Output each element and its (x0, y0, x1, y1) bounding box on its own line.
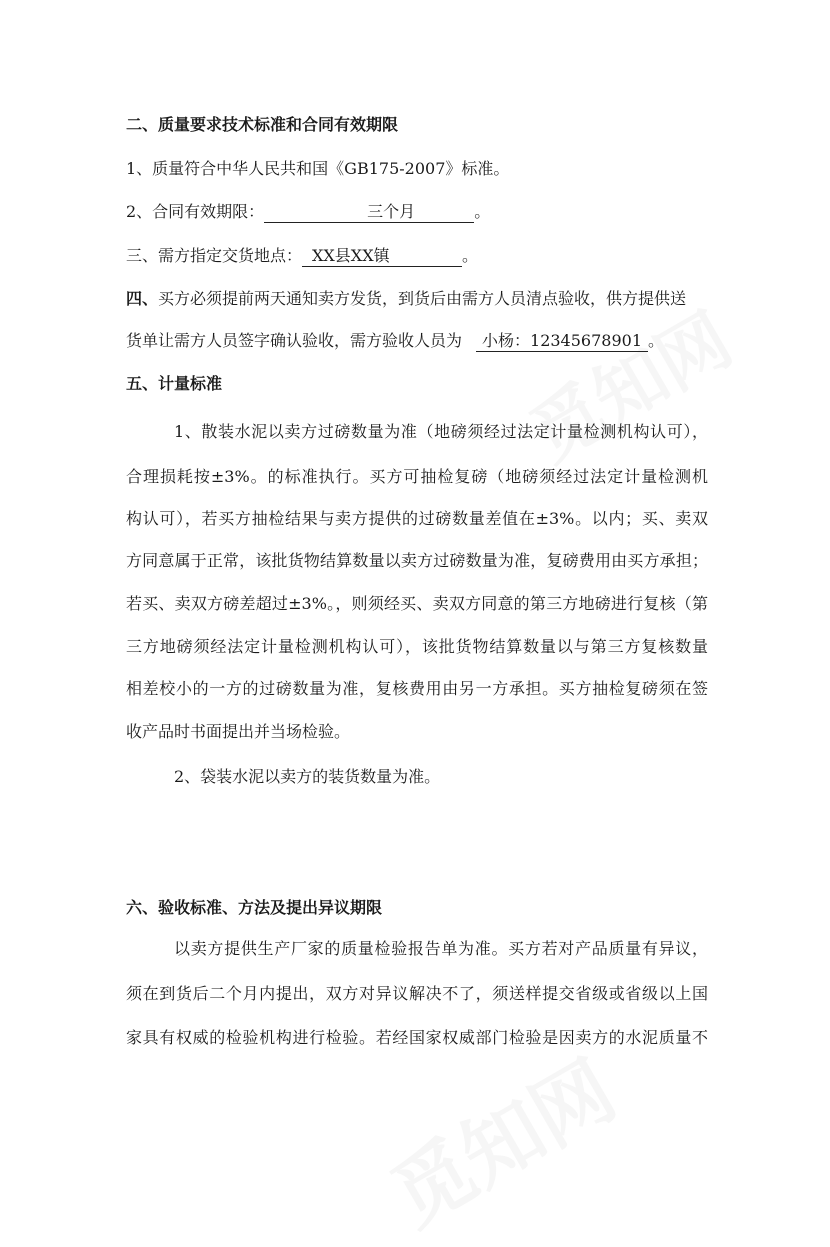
section-5-paragraph-line: 构认可），若买方抽检结果与卖方提供的过磅数量差值在±3%。以内；买、卖双 (126, 509, 708, 528)
section-6-paragraph-line: 以卖方提供生产厂家的质量检验报告单为准。买方若对产品质量有异议， (174, 939, 708, 958)
section-4-line-2 (126, 330, 708, 352)
section-5-paragraph-line: 1、散装水泥以卖方过磅数量为准（地磅须经过法定计量检测机构认可）， (174, 422, 708, 441)
item-2-label: 2、合同有效期限： (126, 202, 265, 221)
watermark (367, 1028, 632, 1247)
contract-term-field: 三个月 (264, 202, 474, 223)
section-5-item-2: 2、袋装水泥以卖方的装货数量为准。 (174, 767, 441, 786)
section-2-item-1: 1、质量符合中华人民共和国《GB175-2007》标准。 (126, 159, 510, 178)
section-2-heading: 二、质量要求技术标准和合同有效期限 (126, 115, 399, 134)
delivery-label: 三、需方指定交货地点： (126, 246, 303, 265)
item-2-suffix: 。 (474, 202, 491, 221)
section-4-text: 买方必须提前两天通知卖方发货，到货后由需方人员清点验收，供方提供送 (158, 289, 687, 308)
section-6-paragraph-line: 家具有权威的检验机构进行检验。若经国家权威部门检验是因卖方的水泥质量不 (126, 1028, 708, 1047)
section-5-paragraph-line: 三方地磅须经法定计量检测机构认可），该批货物结算数量以与第三方复核数量 (126, 637, 708, 656)
section-4-line-1 (126, 288, 708, 310)
inspector-suffix: 。 (648, 331, 665, 350)
section-6-heading: 六、验收标准、方法及提出异议期限 (126, 898, 383, 917)
section-5-paragraph-line: 相差校小的一方的过磅数量为准，复核费用由另一方承担。买方抽检复磅须在签 (126, 679, 708, 698)
section-3-delivery (126, 245, 708, 267)
section-5-paragraph-line: 方同意属于正常，该批货物结算数量以卖方过磅数量为准，复磅费用由买方承担； (126, 551, 708, 570)
section-5-paragraph-line: 合理损耗按±3%。的标准执行。买方可抽检复磅（地磅须经过法定计量检测机 (126, 467, 708, 486)
section-5-heading: 五、计量标准 (126, 374, 223, 393)
section-6-paragraph-line: 须在到货后二个月内提出，双方对异议解决不了，须送样提交省级或省级以上国 (126, 984, 708, 1003)
inspector-field: 小杨：12345678901 (476, 331, 648, 352)
delivery-suffix: 。 (462, 246, 479, 265)
section-2-item-2 (126, 201, 708, 223)
delivery-location-field: XX县XX镇 (302, 246, 462, 267)
section-4-label: 四、 (126, 289, 159, 308)
inspector-label: 货单让需方人员签字确认验收，需方验收人员为 (126, 331, 463, 350)
section-5-paragraph-line: 若买、卖双方磅差超过±3%。，则须经买、卖双方同意的第三方地磅进行复核（第 (126, 594, 708, 613)
section-5-paragraph-line: 收产品时书面提出并当场检验。 (126, 722, 351, 741)
